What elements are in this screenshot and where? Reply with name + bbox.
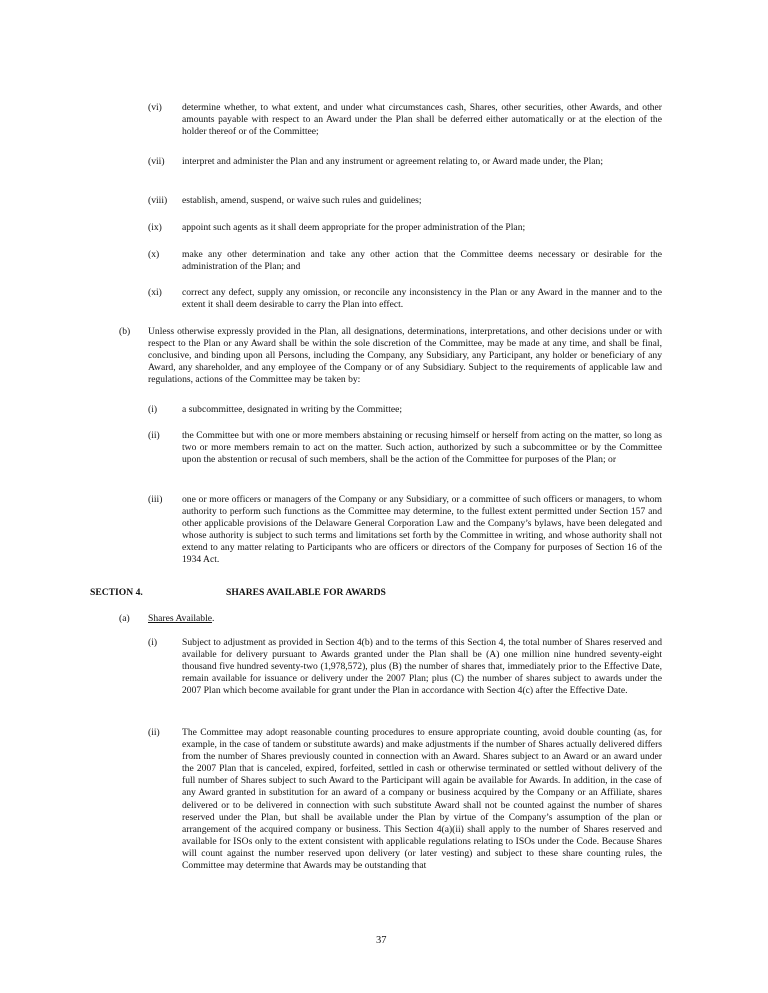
item-b-i-text: a subcommittee, designated in writing by the Committee; — [182, 404, 403, 415]
para-a-heading-suffix: . — [212, 613, 215, 624]
item-viii-text: establish, amend, suspend, or waive such rules and guidelines; — [182, 195, 422, 206]
item-x-label: (x) — [148, 249, 160, 260]
section-number: SECTION 4. — [90, 587, 143, 598]
page-number: 37 — [376, 935, 387, 946]
item-vii-text: interpret and administer the Plan and any instrument or agreement relating to, or Award made under, the Plan; — [182, 156, 603, 167]
item-b-i-label: (i) — [148, 404, 158, 415]
item-viii-label: (viii) — [148, 195, 168, 206]
item-xi-text: correct any defect, supply any omission, or reconcile any inconsistency in the Plan or any Award in the manner and to the extent it shall deem desirable to carry the Plan into effect. — [182, 287, 662, 311]
item-a-ii-label: (ii) — [148, 727, 160, 738]
item-b-iii-label: (iii) — [148, 494, 163, 505]
para-a-label: (a) — [119, 613, 130, 624]
section-title: SHARES AVAILABLE FOR AWARDS — [226, 587, 386, 598]
para-b-text: Unless otherwise expressly provided in the Plan, all designations, determinations, interpretations, and other decisions under or with respect to the Plan or any Award shall be within the sole discretion of the Committee, may be made at any time, and shall be final, conclusive, and binding upon all Persons, including the Company, any Subsidiary, any Participant, any holder or beneficiary of any Award, any shareholder, and any employee of the Company or of any Subsidiary. Subject to the requirements of applicable law and regulations, actions of the Committee may be taken by: — [148, 326, 662, 386]
item-b-ii-label: (ii) — [148, 430, 160, 441]
para-b-label: (b) — [119, 326, 131, 337]
para-a-heading-text: Shares Available — [148, 613, 213, 624]
item-vii-label: (vii) — [148, 156, 165, 167]
item-b-iii-text: one or more officers or managers of the Company or any Subsidiary, or a committee of such officers or managers, to whom authority to perform such functions as the Committee may determine, to the fullest extent permitted under Section 157 and other applicable provisions of the Delaware General Corporation Law and the Company’s bylaws, have been delegated and whose authority is subject to such terms and limitations set forth by the Committee in writing, and whose authority shall not extend to any matter relating to Participants who are officers or directors of the Company for purposes of Section 16 of the 1934 Act. — [182, 494, 662, 566]
item-x-text: make any other determination and take any other action that the Committee deems necessary or desirable for the administration of the Plan; and — [182, 249, 662, 273]
item-vi-label: (vi) — [148, 102, 162, 113]
item-a-ii-text: The Committee may adopt reasonable counting procedures to ensure appropriate counting, avoid double counting (as, for example, in the case of tandem or substitute awards) and make adjustments if the number of Shares actually delivered differs from the number of Shares previously counted in connection with an Award. Shares subject to an Award or an award under the 2007 Plan that is canceled, expired, forfeited, settled in cash or otherwise terminated or settled without delivery of the full number of Shares subject to such Award to the Participant will again be available for Awards. In addition, in the case of any Award granted in substitution for an award of a company or business acquired by the Company or an Affiliate, shares delivered or to be delivered in connection with such substitute Award shall not be counted against the number of shares reserved under the Plan, but shall be available under the Plan by virtue of the Company’s assumption of the plan or arrangement of the acquired company or business. This Section 4(a)(ii) shall apply to the number of Shares reserved and available for ISOs only to the extent consistent with applicable regulations relating to ISOs under the Code. Because Shares will count against the number reserved upon delivery (or later vesting) and subject to these share counting rules, the Committee may determine that Awards may be outstanding that — [182, 727, 662, 872]
item-b-ii-text: the Committee but with one or more members abstaining or recusing himself or herself from acting on the matter, so long as two or more members remain to act on the matter. Such action, authorized by such a subcommittee or by the Committee upon the abstention or recusal of such members, shall be the action of the Committee for purposes of the Plan; or — [182, 430, 662, 466]
item-vi-text: determine whether, to what extent, and under what circumstances cash, Shares, other securities, other Awards, and other amounts payable with respect to an Award under the Plan shall be deferred either automatically or at the election of the holder thereof or of the Committee; — [182, 102, 662, 138]
para-a-heading — [148, 613, 214, 625]
item-xi-label: (xi) — [148, 287, 162, 298]
item-ix-label: (ix) — [148, 222, 162, 233]
item-a-i-text: Subject to adjustment as provided in Section 4(b) and to the terms of this Section 4, the total number of Shares reserved and available for delivery pursuant to Awards granted under the Plan shall be (A) one million nine hundred seventy-eight thousand five hundred seventy-two (1,978,572), plus (B) the number of shares that, immediately prior to the Effective Date, remain available for issuance or delivery under the 2007 Plan; plus (C) the number of shares subject to awards under the 2007 Plan which become available for grant under the Plan in accordance with Section 4(c) after the Effective Date. — [182, 637, 662, 697]
item-ix-text: appoint such agents as it shall deem appropriate for the proper administration of the Plan; — [182, 222, 526, 233]
item-a-i-label: (i) — [148, 637, 158, 648]
